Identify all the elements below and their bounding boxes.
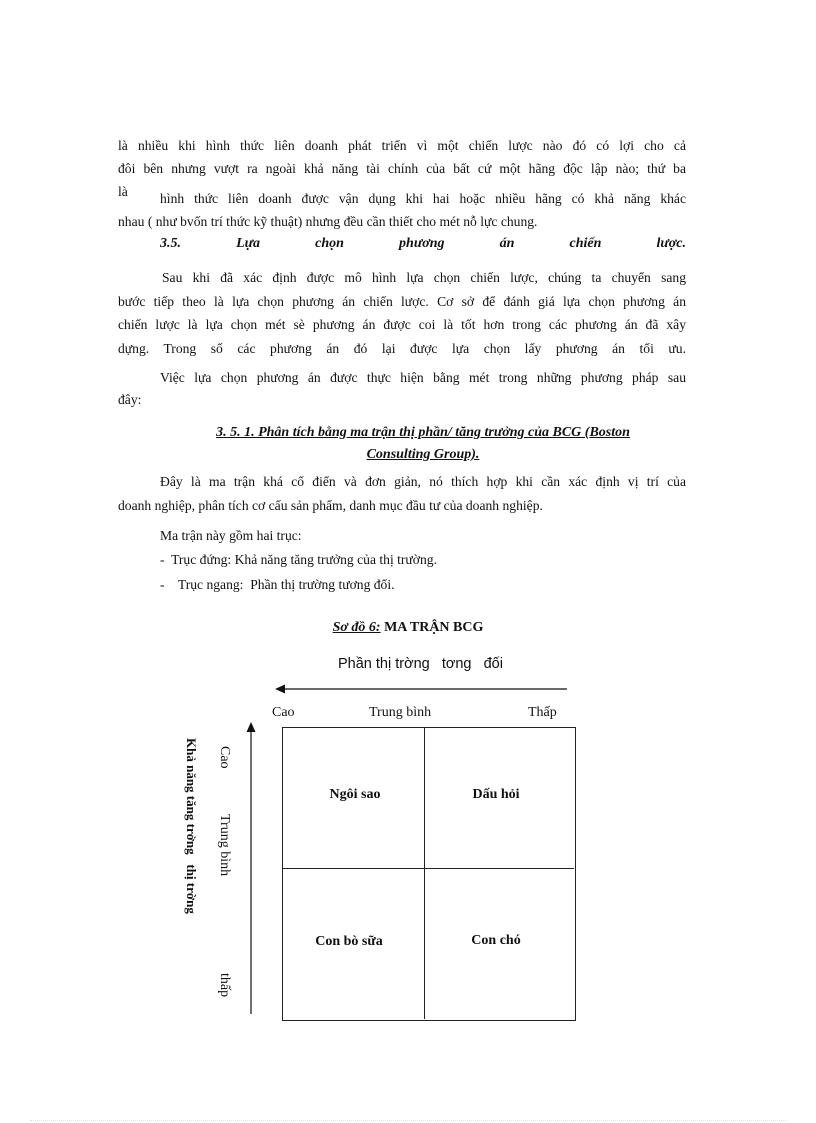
- paragraph-3-line-1: Sau khi đã xác định được mô hình lựa chọn chiến lược, chúng ta chuyển sang: [162, 270, 686, 285]
- heading-word: án: [499, 236, 515, 251]
- diagram-title: [0, 620, 816, 636]
- heading-word: chọn: [315, 236, 344, 251]
- bcg-matrix-grid: [282, 727, 576, 1021]
- paragraph-1-line-1: là nhiều khi hình thức liên doanh phát triển vì một chiến lược nào đó có lợi cho cả: [118, 138, 686, 153]
- paragraph-4-line-1: Việc lựa chọn phương án được thực hiện bằng mét trong những phương pháp sau: [160, 370, 686, 385]
- heading-word: lược.: [656, 236, 686, 251]
- y-mid-label: Trung bình: [217, 814, 232, 877]
- heading-word: chiến: [569, 236, 602, 251]
- paragraph-3-line-3: chiến lược là lựa chọn mét sè phương án được coi là tốt hơn trong các phương án đã xây: [118, 317, 686, 332]
- x-mid-label: Trung bình: [369, 705, 432, 720]
- bullet-vertical-axis: - Trục đứng: Khả năng tăng trưởng của thị trường.: [160, 552, 437, 567]
- diagram-title-label: Sơ đồ 6:: [332, 620, 381, 635]
- subsection-heading-line-2: Consulting Group).: [366, 447, 480, 462]
- y-high-label: Cao: [217, 746, 232, 769]
- paragraph-5-line-1: Đây là ma trận khá cổ điển và đơn giản, nó thích hợp khi cần xác định vị trí của: [160, 474, 686, 489]
- y-axis-title: Khả năng tăng trởng thị trờng: [184, 738, 199, 914]
- bullet-horizontal-axis: - Trục ngang: Phần thị trường tương đối.: [160, 577, 395, 592]
- paragraph-2-line-1: hình thức liên doanh được vận dụng khi hai hoặc nhiều hãng có khả năng khác: [160, 191, 686, 206]
- matrix-horizontal-divider: [282, 868, 574, 869]
- paragraph-5-line-2: doanh nghiệp, phân tích cơ cấu sản phẩm, danh mục đầu tư của doanh nghiệp.: [118, 498, 543, 513]
- x-axis-arrow: [275, 682, 570, 696]
- subsection-heading-line-1: 3. 5. 1. Phân tích bằng ma trận thị phần/ tăng trưởng của BCG (Boston: [216, 425, 630, 440]
- section-heading-3-5: [160, 236, 686, 252]
- page-footer-line: [30, 1120, 786, 1121]
- cell-cash-cows: Con bò sữa: [315, 934, 383, 949]
- x-high-label: Thấp: [528, 705, 557, 720]
- matrix-vertical-divider: [424, 727, 425, 1019]
- x-axis-title: Phần thị trờng tơng đối: [338, 656, 503, 672]
- heading-number: 3.5.: [160, 236, 181, 251]
- paragraph-1-line-3: là: [118, 184, 128, 199]
- heading-word: Lựa: [236, 236, 261, 251]
- x-low-label: Cao: [272, 705, 295, 720]
- y-axis-arrow: [244, 722, 258, 1014]
- paragraph-2-line-2: nhau ( như bvốn trí thức kỹ thuật) nhưng đều cần thiết cho mét nỗ lực chung.: [118, 214, 538, 229]
- heading-word: phương: [399, 236, 445, 251]
- cell-question-marks: Dấu hỏi: [472, 787, 520, 802]
- y-low-label: thấp: [217, 973, 232, 998]
- diagram-title-text: MA TRẬN BCG: [380, 620, 484, 635]
- paragraph-3-line-4: dựng. Trong số các phương án đó lại được lựa chọn lấy phương án tối ưu.: [118, 341, 686, 356]
- cell-stars: Ngôi sao: [329, 787, 381, 802]
- paragraph-6: Ma trận này gồm hai trục:: [160, 528, 302, 543]
- paragraph-1-line-2: đôi bên nhưng vượt ra ngoài khả năng tài chính của bất cứ một hãng độc lập nào; thứ ba: [118, 161, 686, 176]
- paragraph-4-line-2: đây:: [118, 392, 142, 407]
- cell-dogs: Con chó: [471, 933, 521, 948]
- paragraph-3-line-2: bước tiếp theo là lựa chọn phương án chiến lược. Cơ sở để đánh giá lựa chọn phương án: [118, 294, 686, 309]
